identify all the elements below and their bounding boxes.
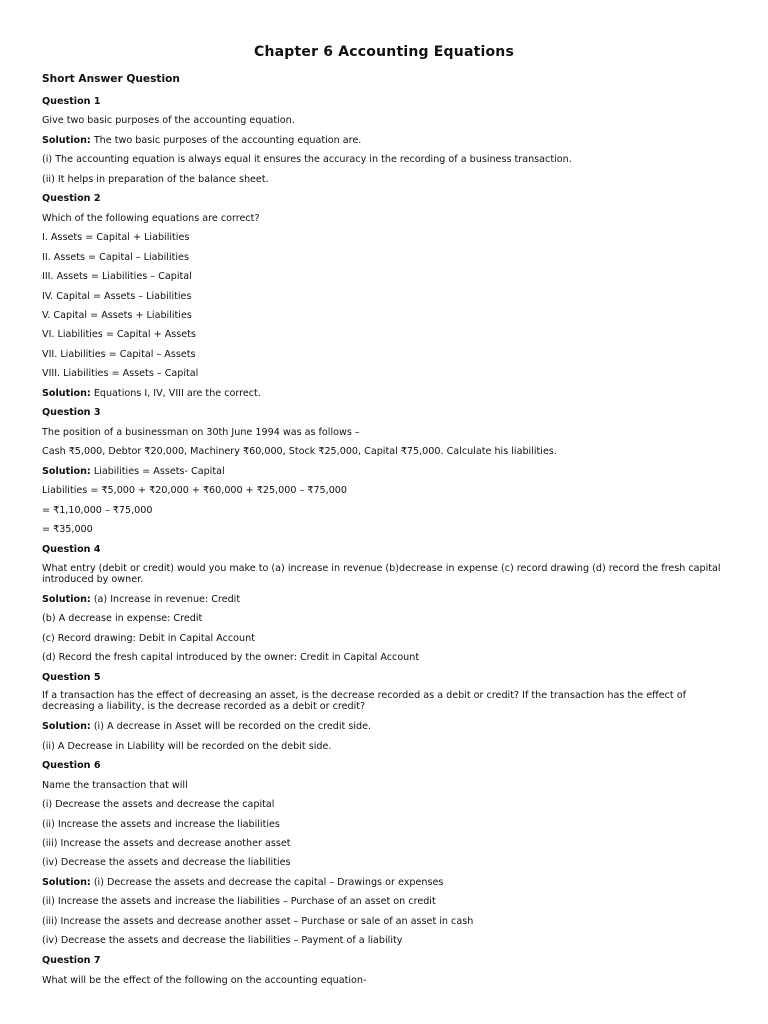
text-line: (iv) Decrease the assets and decrease the liabilities – Payment of a liability	[42, 935, 403, 946]
text-line: Name the transaction that will	[42, 780, 188, 791]
text-line: VIII. Liabilities = Assets – Capital	[42, 368, 199, 379]
solution-text: (a) Increase in revenue: Credit	[90, 594, 241, 605]
text-line: II. Assets = Capital – Liabilities	[42, 252, 189, 263]
text-line: (ii) Increase the assets and increase the liabilities	[42, 819, 280, 830]
text-line: (i) Decrease the assets and decrease the capital	[42, 799, 275, 810]
text-line: Cash ₹5,000, Debtor ₹20,000, Machinery ₹60,000, Stock ₹25,000, Capital ₹75,000. Calculate his liabilities.	[42, 446, 557, 457]
text-line: III. Assets = Liabilities – Capital	[42, 271, 192, 282]
solution-text: (i) Decrease the assets and decrease the capital – Drawings or expenses	[90, 877, 444, 888]
question-heading: Question 3	[42, 407, 101, 418]
text-line: (ii) A Decrease in Liability will be recorded on the debit side.	[42, 741, 332, 752]
question-heading: Question 1	[42, 96, 101, 107]
text-line: Give two basic purposes of the accounting equation.	[42, 115, 295, 126]
text-line: (c) Record drawing: Debit in Capital Account	[42, 633, 255, 644]
text-line: I. Assets = Capital + Liabilities	[42, 232, 190, 243]
solution-label: Solution:	[42, 877, 91, 888]
text-line: (i) The accounting equation is always equal it ensures the accuracy in the recording of a business transaction.	[42, 154, 572, 165]
solution-label: Solution:	[42, 388, 91, 399]
text-line: = ₹35,000	[42, 524, 93, 535]
question-heading: Question 6	[42, 760, 101, 771]
text-line: VI. Liabilities = Capital + Assets	[42, 329, 196, 340]
solution-line	[42, 877, 732, 888]
solution-label: Solution:	[42, 135, 91, 146]
question-heading: Question 4	[42, 544, 101, 555]
question-heading: Question 7	[42, 955, 101, 966]
text-line: (iii) Increase the assets and decrease another asset – Purchase or sale of an asset in cash	[42, 916, 474, 927]
solution-label: Solution:	[42, 721, 91, 732]
solution-text: Equations I, IV, VIII are the correct.	[90, 388, 261, 399]
solution-text: Liabilities = Assets- Capital	[90, 466, 225, 477]
text-line: (iv) Decrease the assets and decrease the liabilities	[42, 857, 291, 868]
text-line: = ₹1,10,000 – ₹75,000	[42, 505, 153, 516]
text-line: (ii) It helps in preparation of the balance sheet.	[42, 174, 269, 185]
solution-line	[42, 594, 732, 605]
question-heading: Question 5	[42, 672, 101, 683]
text-line: VII. Liabilities = Capital – Assets	[42, 349, 196, 360]
text-line: IV. Capital = Assets – Liabilities	[42, 291, 192, 302]
solution-text: The two basic purposes of the accounting equation are.	[90, 135, 362, 146]
text-line: What entry (debit or credit) would you make to (a) increase in revenue (b)decrease in expense (c) record drawing (d) record the fresh capital introduced by owner.	[42, 563, 721, 585]
text-line: (d) Record the fresh capital introduced by the owner: Credit in Capital Account	[42, 652, 420, 663]
text-line: (ii) Increase the assets and increase the liabilities – Purchase of an asset on credit	[42, 896, 436, 907]
solution-line	[42, 721, 732, 732]
text-line: Liabilities = ₹5,000 + ₹20,000 + ₹60,000 + ₹25,000 – ₹75,000	[42, 485, 348, 496]
solution-label: Solution:	[42, 594, 91, 605]
text-line: What will be the effect of the following on the accounting equation-	[42, 975, 367, 986]
text-line: V. Capital = Assets + Liabilities	[42, 310, 192, 321]
text-line: (iii) Increase the assets and decrease another asset	[42, 838, 291, 849]
solution-label: Solution:	[42, 466, 91, 477]
solution-line	[42, 466, 732, 477]
section-heading: Short Answer Question	[42, 73, 180, 85]
text-line: Which of the following equations are correct?	[42, 213, 260, 224]
question-heading: Question 2	[42, 193, 101, 204]
solution-line	[42, 388, 732, 399]
text-line: If a transaction has the effect of decreasing an asset, is the decrease recorded as a debit or credit? If the transaction has the effect of decreasing a liability, is the decrease recorded as a debit or credit?	[42, 690, 686, 712]
text-line: (b) A decrease in expense: Credit	[42, 613, 203, 624]
solution-line	[42, 135, 732, 146]
page-title: Chapter 6 Accounting Equations	[253, 44, 515, 60]
text-line: The position of a businessman on 30th June 1994 was as follows –	[42, 427, 360, 438]
solution-text: (i) A decrease in Asset will be recorded on the credit side.	[90, 721, 372, 732]
